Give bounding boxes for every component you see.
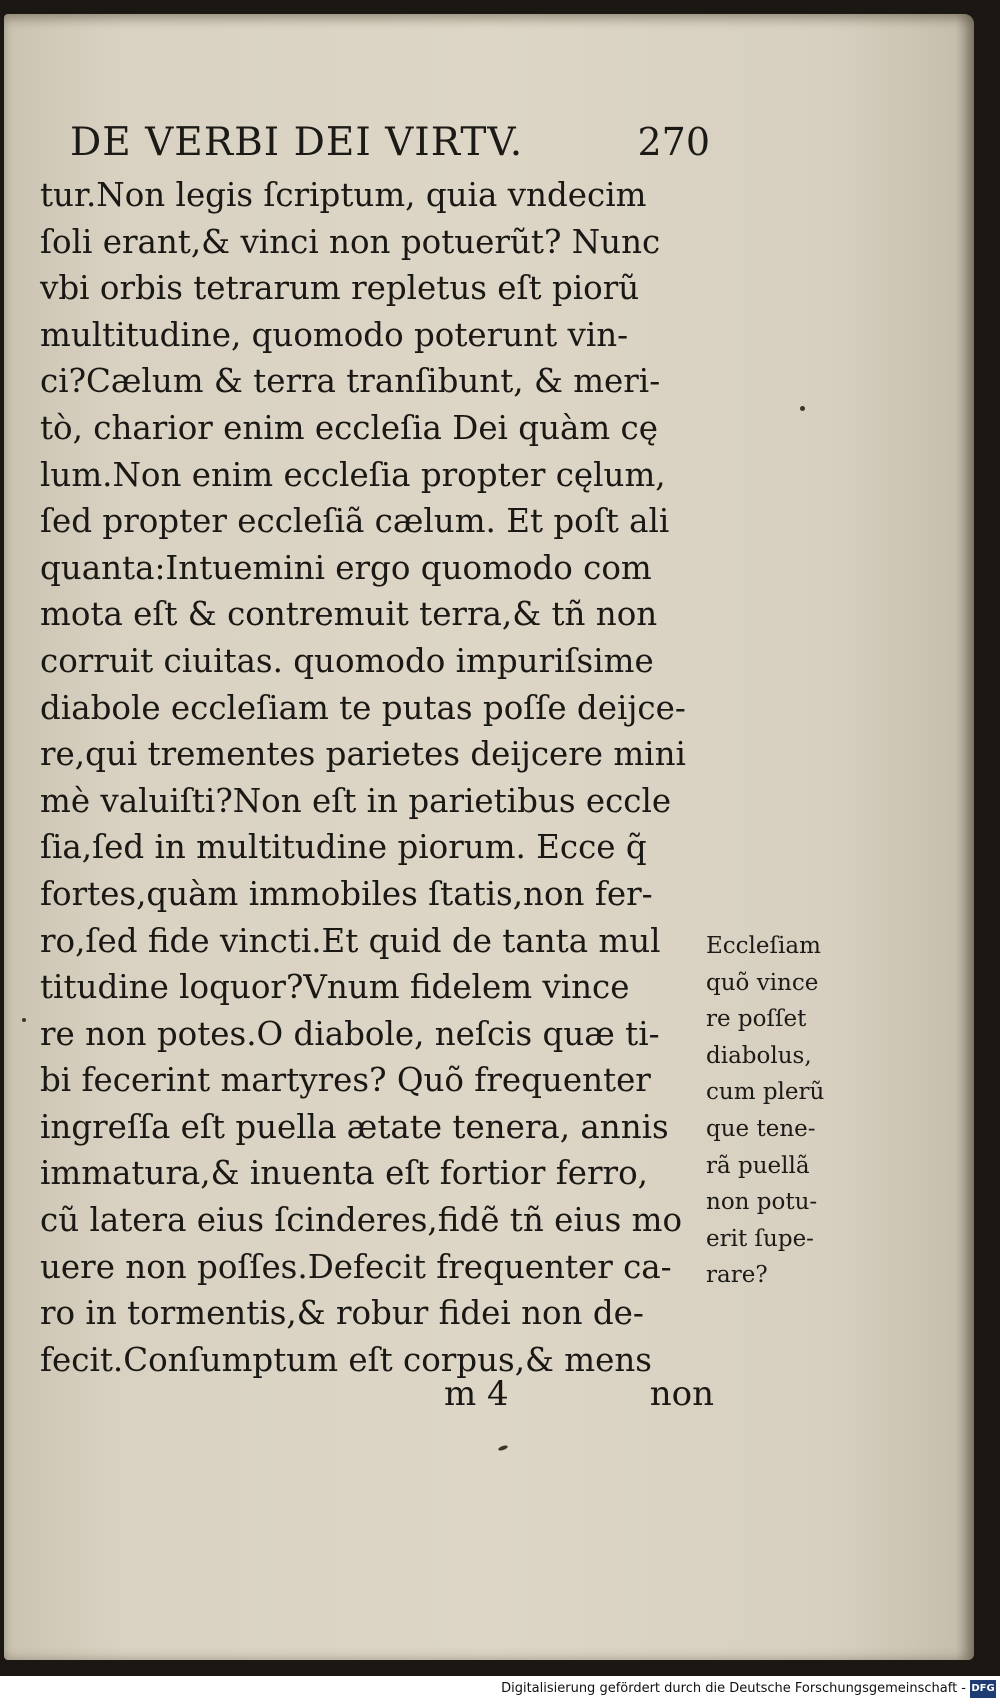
text-line: ſia,ſed in multitudine piorum. Ecce q̃ <box>40 828 647 867</box>
text-line: multitudine, quomodo poterunt vin- <box>40 315 629 354</box>
dfg-logo: DFG <box>970 1680 996 1698</box>
signature-mark: m 4 <box>444 1374 509 1414</box>
marginal-line: diabolus, <box>706 1042 812 1069</box>
text-line: quanta:Intuemini ergo quomodo com <box>40 548 652 587</box>
page-edge-shadow <box>956 14 974 1660</box>
marginal-line: erit ſupe- <box>706 1225 814 1252</box>
text-line: mota eſt & contremuit terra,& tñ non <box>40 595 658 634</box>
text-line: vbi orbis tetrarum repletus eſt piorũ <box>40 269 640 308</box>
digitization-footer <box>0 1676 1000 1704</box>
marginal-note <box>706 928 866 1294</box>
text-line: fortes,quàm immobiles ſtatis,non fer- <box>40 874 653 913</box>
marginal-line: que tene- <box>706 1115 816 1142</box>
ink-speck <box>800 406 805 411</box>
text-line: mè valuiſti?Non eſt in parietibus eccle <box>40 781 672 820</box>
marginal-line: cum plerũ <box>706 1079 825 1106</box>
text-line: ro in tormentis,& robur fidei non de- <box>40 1294 644 1333</box>
ink-speck <box>22 1018 26 1022</box>
catchword: non <box>649 1374 714 1414</box>
text-line: uere non poſſes.Defecit frequenter ca- <box>40 1247 672 1286</box>
text-line: re,qui trementes parietes deijcere mini <box>40 735 686 774</box>
text-line: re non potes.O diabole, neſcis quæ ti- <box>40 1014 660 1053</box>
marginal-line: Eccleſiam <box>706 933 821 959</box>
text-line: fecit.Conſumptum eſt corpus,& mens <box>40 1340 652 1379</box>
text-line: diabole eccleſiam te putas poſſe deijce- <box>40 688 686 727</box>
text-line: immatura,& inuenta eſt fortior ferro, <box>40 1154 648 1193</box>
marginal-line: re poſſet <box>706 1006 807 1033</box>
text-line: ſoli erant,& vinci non potuerũt? Nunc <box>40 222 661 261</box>
text-line: ro,ſed fide vincti.Et quid de tanta mul <box>40 921 661 960</box>
marginal-line: rã puellã <box>706 1152 810 1179</box>
book-page <box>4 14 974 1660</box>
text-line: bi fecerint martyres? Quõ frequenter <box>40 1061 651 1100</box>
text-line: corruit ciuitas. quomodo impuriſsime <box>40 641 654 680</box>
text-line: ci?Cælum & terra tranſibunt, & meri- <box>40 362 661 401</box>
text-line: lum.Non enim eccleſia propter cęlum, <box>40 455 666 494</box>
text-line: ingreſſa eſt puella ætate tenera, annis <box>40 1107 669 1146</box>
ink-speck <box>498 1444 509 1451</box>
marginal-line: non potu- <box>706 1189 818 1216</box>
text-line: tur.Non legis ſcriptum, quia vndecim <box>40 176 647 214</box>
text-line: ſed propter eccleſiã cælum. Et poſt ali <box>40 502 670 541</box>
text-line: cũ latera eius ſcinderes,fidẽ tñ eius mo <box>40 1201 683 1240</box>
body-text <box>40 172 700 1383</box>
funding-credit: Digitalisierung gefördert durch die Deutsche Forschungsgemeinschaft - <box>501 1681 966 1696</box>
running-head: DE VERBI DEI VIRTV. <box>70 120 524 165</box>
page-header <box>70 120 710 176</box>
text-line: tò, charior enim eccleſia Dei quàm cę <box>40 408 658 447</box>
text-line: titudine loquor?Vnum fidelem vince <box>40 968 630 1007</box>
page-number: 270 <box>637 120 710 164</box>
marginal-line: rare? <box>706 1262 768 1289</box>
marginal-line: quõ vince <box>706 969 819 996</box>
